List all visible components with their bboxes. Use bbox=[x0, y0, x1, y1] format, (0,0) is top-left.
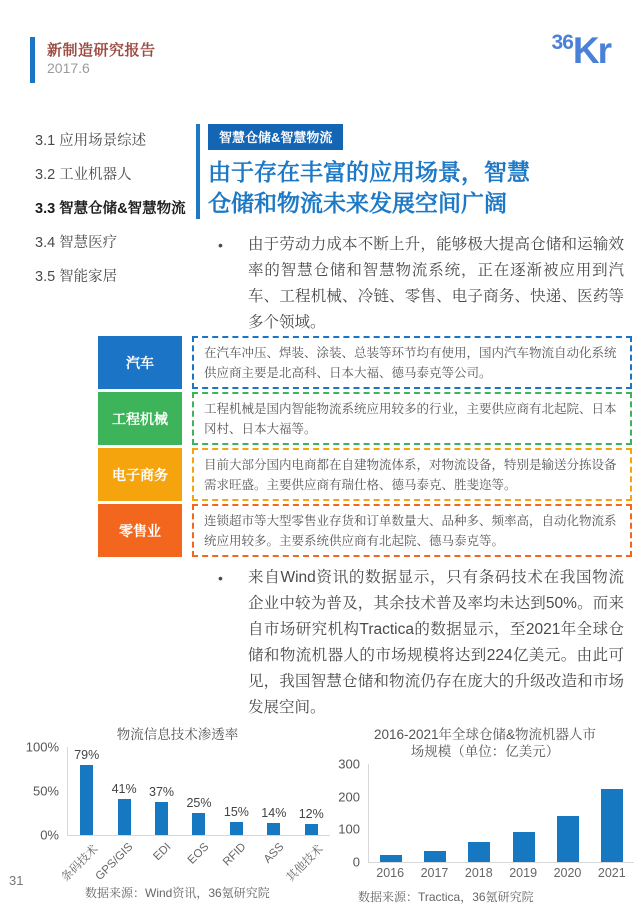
page-number: 31 bbox=[9, 873, 24, 888]
x-axis-labels bbox=[368, 866, 634, 880]
x-tick-label: RFID bbox=[221, 841, 249, 869]
y-axis bbox=[336, 756, 368, 870]
chart-source: 数据来源：Tractica，36氪研究院 bbox=[358, 890, 534, 904]
bar-2020 bbox=[557, 816, 579, 862]
y-axis bbox=[25, 739, 67, 843]
bar-2021 bbox=[601, 789, 623, 862]
bar-value-label: 12% bbox=[298, 807, 324, 822]
bar-EOS bbox=[192, 813, 205, 835]
bar-slot bbox=[68, 747, 105, 835]
chart-robot-market-size bbox=[336, 726, 634, 905]
bar-value-label: 79% bbox=[74, 748, 100, 763]
bar-EDI bbox=[155, 802, 168, 835]
y-tick-label: 0 bbox=[352, 854, 360, 870]
y-tick-label: 50% bbox=[32, 783, 59, 799]
bar-条码技术 bbox=[80, 765, 93, 835]
sidebar-item-3-2[interactable]: 3.2 工业机器人 bbox=[35, 167, 132, 183]
x-tick-label: EOS bbox=[185, 841, 211, 867]
category-label-machinery: 工程机械 bbox=[98, 392, 182, 445]
bullet-marker: • bbox=[218, 237, 223, 253]
bar-value-label: 15% bbox=[223, 804, 249, 819]
bar-slot bbox=[143, 747, 180, 835]
bar-slot bbox=[293, 747, 330, 835]
x-tick-label: ASS bbox=[261, 841, 287, 866]
report-date: 2017.6 bbox=[47, 60, 90, 76]
x-tick-label: 条码技术 bbox=[59, 843, 101, 885]
logo-36kr bbox=[552, 30, 610, 72]
bar-其他技术 bbox=[305, 824, 318, 835]
sidebar-toc bbox=[35, 131, 195, 301]
category-row-ecommerce bbox=[98, 448, 632, 501]
y-tick-label: 100% bbox=[25, 739, 59, 755]
y-tick-label: 200 bbox=[338, 789, 360, 805]
header-accent-bar bbox=[30, 37, 35, 83]
chart-source: 数据来源：Wind资讯，36氪研究院 bbox=[85, 886, 270, 900]
x-tick-label: 2017 bbox=[420, 866, 449, 880]
bullet-marker: • bbox=[218, 570, 223, 586]
bar-2016 bbox=[380, 855, 402, 862]
category-desc-text: 在汽车冲压、焊装、涂装、总装等环节均有使用，国内汽车物流自动化系统供应商主要是北高科、日本大福、德马泰克等公司。 bbox=[204, 345, 617, 380]
category-desc-auto bbox=[192, 336, 632, 389]
bullet-paragraph-1 bbox=[218, 232, 624, 336]
plot-area bbox=[67, 747, 330, 836]
x-axis-labels bbox=[59, 836, 330, 885]
category-label-ecommerce: 电子商务 bbox=[98, 448, 182, 501]
bar-slot bbox=[218, 747, 255, 835]
page-title: 由于存在丰富的应用场景，智慧仓储和物流未来发展空间广阔 bbox=[208, 159, 530, 216]
chart-title: 物流信息技术渗透率 bbox=[116, 727, 239, 742]
category-desc-ecommerce bbox=[192, 448, 632, 501]
bar-slot bbox=[105, 747, 142, 835]
bar-slot bbox=[413, 764, 457, 862]
bar-GPS/GIS bbox=[118, 799, 131, 835]
x-tick-label: 2019 bbox=[509, 866, 538, 880]
bar-ASS bbox=[267, 823, 280, 835]
bar-slot bbox=[502, 764, 546, 862]
y-tick-label: 0% bbox=[40, 827, 59, 843]
bar-slot bbox=[255, 747, 292, 835]
y-tick-label: 100 bbox=[338, 821, 360, 837]
bullet-paragraph-2 bbox=[218, 565, 624, 721]
bar-value-label: 25% bbox=[186, 796, 212, 810]
bullet-text-1: 由于劳动力成本不断上升，能够极大提高仓储和运输效率的智慧仓储和智慧物流系统，正在逐渐被应用到汽车、工程机械、冷链、零售、电子商务、快递、医药等多个领域。 bbox=[248, 236, 624, 331]
bar-value-label: 14% bbox=[261, 805, 287, 820]
bar-slot bbox=[369, 764, 413, 862]
category-row-retail bbox=[98, 504, 632, 557]
report-title: 新制造研究报告 bbox=[47, 42, 156, 59]
bar-slot bbox=[457, 764, 501, 862]
bar-slot bbox=[546, 764, 590, 862]
sidebar-item-3-1[interactable]: 3.1 应用场景综述 bbox=[35, 133, 147, 149]
category-row-auto bbox=[98, 336, 632, 389]
logo-kr-text: Kr bbox=[572, 30, 610, 71]
category-desc-retail bbox=[192, 504, 632, 557]
section-badge: 智慧仓储&智慧物流 bbox=[208, 124, 343, 150]
category-desc-text: 工程机械是国内智能物流系统应用较多的行业，主要供应商有北起院、日本冈村、日本大福等。 bbox=[204, 401, 617, 436]
category-row-machinery bbox=[98, 392, 632, 445]
chart-logistics-it-penetration bbox=[25, 726, 330, 901]
logo-36-text: 36 bbox=[551, 31, 573, 54]
x-tick-label: 2016 bbox=[376, 866, 405, 880]
bar-slot bbox=[180, 747, 217, 835]
bar-value-label: 41% bbox=[111, 781, 137, 796]
bar-value-label: 37% bbox=[149, 785, 175, 800]
category-desc-machinery bbox=[192, 392, 632, 445]
y-tick-label: 300 bbox=[338, 756, 360, 772]
x-tick-label: 其他技术 bbox=[284, 843, 326, 885]
category-label-retail: 零售业 bbox=[98, 504, 182, 557]
industry-category-list bbox=[98, 336, 632, 560]
category-desc-text: 连锁超市等大型零售业存货和订单数量大、品种多、频率高，自动化物流系统应用较多。主要系统供应商有北起院、德马泰克等。 bbox=[204, 513, 617, 548]
x-tick-label: 2021 bbox=[597, 866, 626, 880]
category-desc-text: 目前大部分国内电商都在自建物流体系，对物流设备，特别是输送分拣设备需求旺盛。主要供应商有瑞仕格、德马泰克、胜斐迩等。 bbox=[204, 457, 617, 492]
bar-2019 bbox=[513, 832, 535, 862]
x-tick-label: EDI bbox=[151, 841, 174, 864]
x-tick-label: GPS/GIS bbox=[93, 841, 136, 883]
sidebar-item-3-3[interactable]: 3.3 智慧仓储&智慧物流 bbox=[35, 201, 186, 217]
chart-title: 2016-2021年全球仓储&物流机器人市场规模（单位：亿美元） bbox=[373, 727, 597, 759]
x-tick-label: 2018 bbox=[464, 866, 493, 880]
bar-2017 bbox=[424, 851, 446, 862]
bullet-text-2: 来自Wind资讯的数据显示，只有条码技术在我国物流企业中较为普及，其余技术普及率均未达到50%。而来自市场研究机构Tractica的数据显示，至2021年全球仓储和物流机器人的市场规模将达到224亿美元。由此可见，我国智慧仓储和物流仍存在庞大的升级改造和市场发展空间。 bbox=[248, 569, 624, 716]
bar-2018 bbox=[468, 842, 490, 862]
bar-RFID bbox=[230, 822, 243, 835]
sidebar-item-3-4[interactable]: 3.4 智慧医疗 bbox=[35, 235, 118, 251]
category-label-auto: 汽车 bbox=[98, 336, 182, 389]
headline-block bbox=[196, 124, 628, 219]
x-tick-label: 2020 bbox=[553, 866, 582, 880]
bar-slot bbox=[590, 764, 634, 862]
plot-area bbox=[368, 764, 634, 863]
sidebar-item-3-5[interactable]: 3.5 智能家居 bbox=[35, 269, 118, 285]
